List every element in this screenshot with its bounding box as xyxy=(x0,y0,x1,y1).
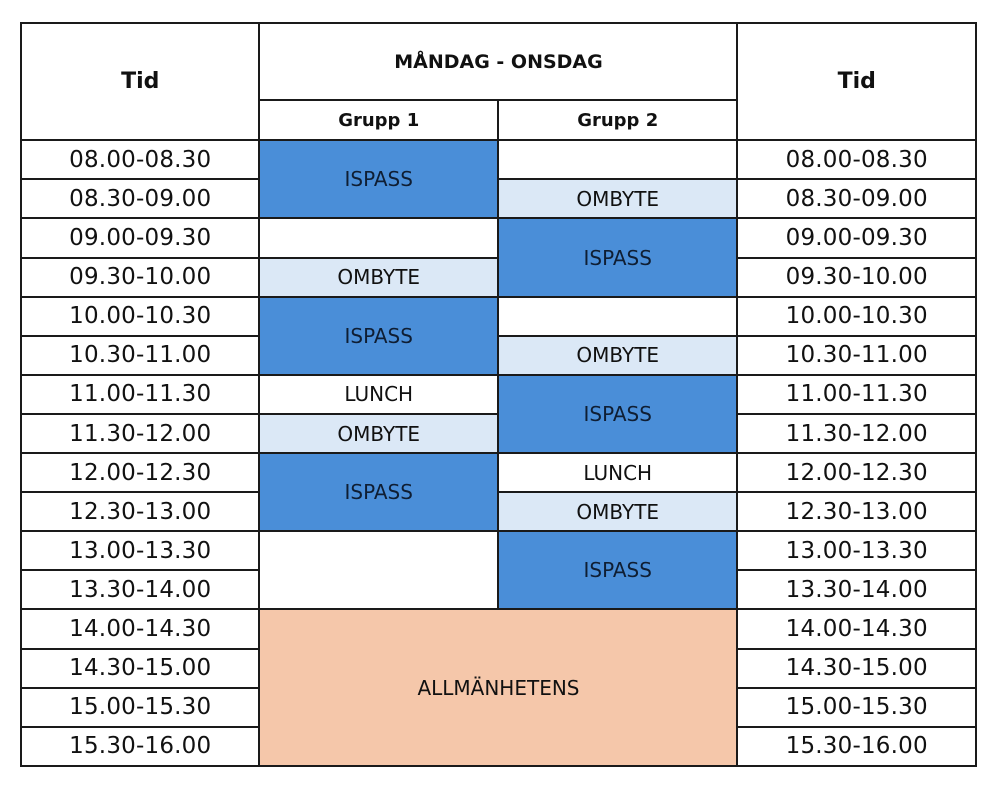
time-cell: 14.00-14.30 xyxy=(737,609,976,648)
table-row xyxy=(21,218,976,257)
time-cell: 10.00-10.30 xyxy=(21,297,259,336)
group2-ombyte: OMBYTE xyxy=(498,336,738,375)
public-skating-block: ALLMÄNHETENS xyxy=(259,609,737,766)
group2-ispass: ISPASS xyxy=(498,218,738,296)
time-cell: 12.00-12.30 xyxy=(737,453,976,492)
table-row xyxy=(21,336,976,375)
days-header: MÅNDAG - ONSDAG xyxy=(259,23,737,100)
table-row xyxy=(21,609,976,648)
time-cell: 13.30-14.00 xyxy=(21,570,259,609)
table-row xyxy=(21,531,976,570)
time-cell: 08.00-08.30 xyxy=(21,140,259,179)
group1-ispass: ISPASS xyxy=(259,297,497,375)
group2-ombyte: OMBYTE xyxy=(498,179,738,218)
time-cell: 08.30-09.00 xyxy=(737,179,976,218)
time-header-right: Tid xyxy=(737,23,976,140)
time-cell: 09.00-09.30 xyxy=(737,218,976,257)
time-cell: 11.00-11.30 xyxy=(737,375,976,414)
time-cell: 13.30-14.00 xyxy=(737,570,976,609)
time-cell: 09.30-10.00 xyxy=(737,258,976,297)
group2-ispass: ISPASS xyxy=(498,375,738,453)
time-cell: 15.00-15.30 xyxy=(737,688,976,727)
schedule-table xyxy=(20,22,977,767)
time-cell: 15.30-16.00 xyxy=(737,727,976,766)
time-cell: 12.30-13.00 xyxy=(21,492,259,531)
group1-ombyte: OMBYTE xyxy=(259,414,497,453)
time-cell: 14.30-15.00 xyxy=(21,649,259,688)
group1-header: Grupp 1 xyxy=(259,100,497,140)
time-cell: 11.30-12.00 xyxy=(737,414,976,453)
time-cell: 14.00-14.30 xyxy=(21,609,259,648)
time-cell: 15.00-15.30 xyxy=(21,688,259,727)
time-cell: 08.00-08.30 xyxy=(737,140,976,179)
group1-ispass: ISPASS xyxy=(259,453,497,531)
time-cell: 08.30-09.00 xyxy=(21,179,259,218)
time-cell: 10.30-11.00 xyxy=(21,336,259,375)
time-cell: 10.30-11.00 xyxy=(737,336,976,375)
time-cell: 15.30-16.00 xyxy=(21,727,259,766)
time-cell: 09.00-09.30 xyxy=(21,218,259,257)
time-cell: 11.00-11.30 xyxy=(21,375,259,414)
table-row xyxy=(21,453,976,492)
group2-ombyte: OMBYTE xyxy=(498,492,738,531)
group2-empty xyxy=(498,297,738,336)
time-cell: 13.00-13.30 xyxy=(737,531,976,570)
group1-ispass: ISPASS xyxy=(259,140,497,218)
group2-header: Grupp 2 xyxy=(498,100,738,140)
time-cell: 14.30-15.00 xyxy=(737,649,976,688)
table-row xyxy=(21,375,976,414)
time-cell: 11.30-12.00 xyxy=(21,414,259,453)
table-row xyxy=(21,297,976,336)
time-header-left: Tid xyxy=(21,23,259,140)
group2-empty xyxy=(498,140,738,179)
group1-empty xyxy=(259,531,497,609)
time-cell: 09.30-10.00 xyxy=(21,258,259,297)
time-cell: 12.30-13.00 xyxy=(737,492,976,531)
group1-ombyte: OMBYTE xyxy=(259,258,497,297)
group1-empty xyxy=(259,218,497,257)
time-cell: 13.00-13.30 xyxy=(21,531,259,570)
time-cell: 10.00-10.30 xyxy=(737,297,976,336)
table-row xyxy=(21,492,976,531)
time-cell: 12.00-12.30 xyxy=(21,453,259,492)
table-row xyxy=(21,140,976,179)
table-row xyxy=(21,179,976,218)
group1-lunch: LUNCH xyxy=(259,375,497,414)
group2-lunch: LUNCH xyxy=(498,453,738,492)
group2-ispass: ISPASS xyxy=(498,531,738,609)
